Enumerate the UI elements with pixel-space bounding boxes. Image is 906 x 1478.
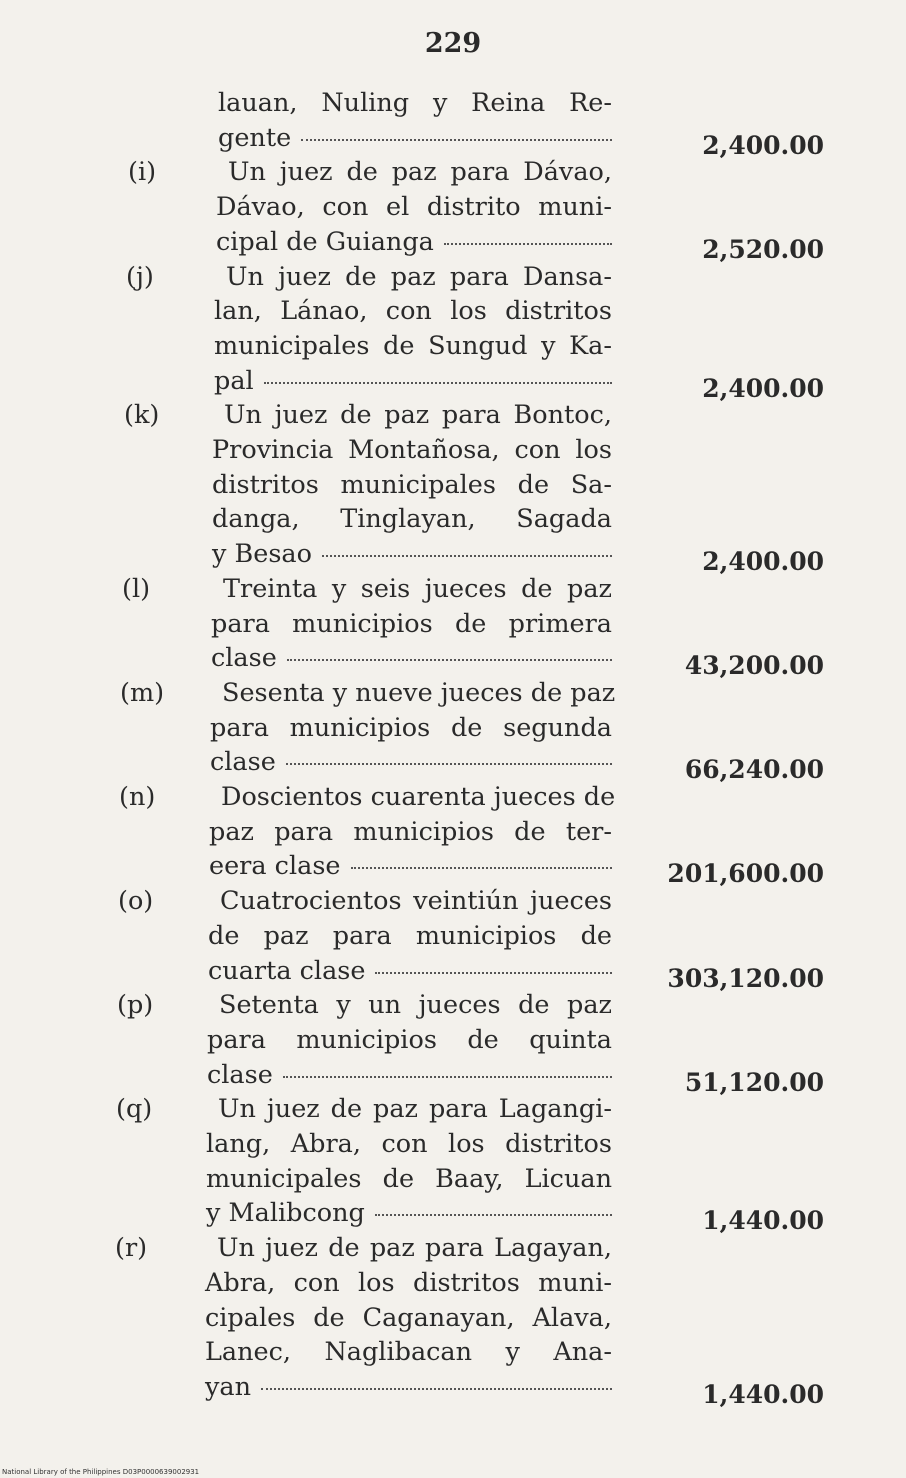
entry-text: clase [207, 1059, 273, 1090]
entry-line [0, 364, 906, 403]
entry-text-line: para municipios de primera [211, 608, 612, 639]
entry-text: clase [210, 747, 276, 778]
entry-text-line [205, 1370, 612, 1404]
entry-text-line: Cuatrocientos veintiún jueces [220, 886, 612, 917]
entry-amount: 1,440.00 [702, 1206, 824, 1236]
entry-line [0, 86, 906, 120]
entry-text-line: Un juez de paz para Bontoc, [224, 400, 612, 431]
entry-label: (i) [128, 157, 157, 188]
entry-text: pal [214, 365, 254, 396]
entry-text: cuarta clase [208, 955, 366, 986]
entry-line [0, 329, 906, 363]
entry-line [0, 121, 906, 160]
entry-line [0, 1023, 906, 1057]
entry-line [0, 1335, 906, 1369]
entry-line [0, 398, 906, 432]
entry-label: (j) [126, 261, 154, 292]
entry-label: (o) [118, 886, 154, 917]
entry-line [0, 1231, 906, 1265]
entry-text-line: para municipios de segunda [210, 712, 612, 743]
entry-line [0, 954, 906, 993]
entry-label: (r) [115, 1233, 148, 1264]
entry-text: gente [218, 122, 292, 153]
entry-amount: 2,520.00 [702, 234, 824, 264]
dotted-leader [287, 657, 612, 661]
entry-line [0, 155, 906, 189]
entry-text: clase [211, 643, 277, 674]
entry-text-line: Treinta y seis jueces de paz [223, 573, 612, 604]
dotted-leader [444, 241, 612, 245]
entry-text-line: municipales de Sungud y Ka- [214, 330, 612, 361]
entry-line [0, 1162, 906, 1196]
footer-credit: National Library of the Philippines D03P0000639002931 [2, 1468, 200, 1476]
entry-text-line: Un juez de paz para Dansa- [226, 261, 612, 292]
entry-text-line [212, 537, 612, 571]
entry-line [0, 849, 906, 889]
dotted-leader [286, 761, 612, 765]
entry-label: (n) [119, 782, 156, 812]
entry-text-line: paz para municipios de ter- [209, 816, 612, 847]
entry-text-line: para municipios de quinta [207, 1024, 612, 1055]
entry-line [0, 260, 906, 294]
entry-text-line: Un juez de paz para Lagangi- [218, 1094, 612, 1125]
entry-text-line: Abra, con los distritos muni- [205, 1267, 612, 1298]
entry-line [0, 780, 906, 814]
entry-line [0, 1266, 906, 1300]
entry-text-line: cipales de Caganayan, Alava, [205, 1302, 612, 1333]
entry-line [0, 919, 906, 953]
entry-label: (l) [122, 573, 151, 604]
entry-text-line: Setenta y un jueces de paz [219, 990, 612, 1021]
dotted-leader [375, 970, 612, 974]
entry-label: (p) [117, 990, 154, 1021]
entry-text-line: Dávao, con el distrito muni- [216, 192, 612, 223]
dotted-leader [264, 380, 612, 384]
entry-line [0, 884, 906, 918]
entry-text-line [216, 225, 612, 259]
entry-text-line [210, 745, 612, 779]
entry-text-line: lan, Lánao, con los distritos [214, 296, 612, 327]
dotted-leader [351, 865, 613, 869]
entry-text: cipal de Guianga [216, 226, 434, 257]
entry-line [0, 190, 906, 224]
page-number: 229 [424, 28, 482, 59]
entry-text-line [206, 1196, 612, 1230]
entry-text-line: lang, Abra, con los distritos [206, 1129, 612, 1159]
entry-line [0, 225, 906, 264]
dotted-leader [301, 137, 612, 141]
entry-line [0, 1370, 906, 1409]
entry-text-line: Doscientos cuarenta jueces de [221, 782, 616, 812]
entry-line [0, 1127, 906, 1161]
entry-amount: 2,400.00 [702, 130, 824, 160]
entry-amount: 2,400.00 [702, 373, 824, 403]
entry-amount: 43,200.00 [684, 651, 824, 681]
entry-label: (q) [116, 1094, 153, 1125]
entry-text-line [211, 641, 612, 675]
entry-line [0, 676, 906, 710]
entry-text: eera clase [209, 851, 341, 882]
entry-line [0, 537, 906, 577]
entry-amount: 66,240.00 [684, 755, 824, 785]
entry-line [0, 468, 906, 502]
entry-text-line: lauan, Nuling y Reina Re- [218, 88, 612, 118]
entry-text-line: distritos municipales de Sa- [212, 469, 612, 500]
entry-label: (m) [120, 677, 165, 708]
entry-text-line: danga, Tinglayan, Sagada [212, 504, 612, 535]
entry-text-line [208, 954, 612, 988]
entry-label: (k) [124, 400, 160, 431]
entry-line [0, 711, 906, 745]
dotted-leader [322, 553, 612, 557]
entry-text-line [214, 364, 612, 398]
entry-amount: 2,400.00 [702, 547, 824, 577]
entry-text-line: Provincia Montañosa, con los [212, 435, 612, 465]
entry-amount: 51,120.00 [684, 1067, 824, 1097]
entry-line [0, 745, 906, 785]
entry-line [0, 641, 906, 681]
entry-line [0, 607, 906, 641]
entry-text-line: municipales de Baay, Licuan [206, 1163, 612, 1194]
entry-text-line: Un juez de paz para Dávao, [228, 157, 612, 188]
entry-amount: 201,600.00 [667, 859, 824, 889]
entry-text: yan [205, 1371, 252, 1402]
entry-line [0, 572, 906, 606]
entry-text-line: Lanec, Naglibacan y Ana- [205, 1337, 612, 1368]
entry-text-line: Un juez de paz para Lagayan, [217, 1233, 612, 1264]
entry-text-line: Sesenta y nueve jueces de paz [222, 677, 616, 708]
entry-text-line [209, 849, 612, 883]
entry-text-line [218, 121, 612, 155]
dotted-leader [375, 1212, 612, 1216]
entry-text-line [207, 1058, 612, 1092]
entry-text-line: de paz para municipios de [208, 920, 612, 951]
entry-text: y Besao [212, 539, 312, 570]
entry-text: y Malibcong [206, 1198, 365, 1229]
entry-line [0, 1196, 906, 1236]
entry-line [0, 294, 906, 328]
entry-line [0, 502, 906, 536]
dotted-leader [261, 1386, 612, 1390]
entry-amount: 1,440.00 [702, 1379, 824, 1409]
dotted-leader [283, 1074, 612, 1078]
entry-line [0, 1058, 906, 1097]
entry-amount: 303,120.00 [667, 963, 824, 993]
entry-line [0, 433, 906, 467]
entry-line [0, 815, 906, 849]
entry-line [0, 1092, 906, 1126]
entry-line [0, 1301, 906, 1335]
entry-line [0, 988, 906, 1022]
